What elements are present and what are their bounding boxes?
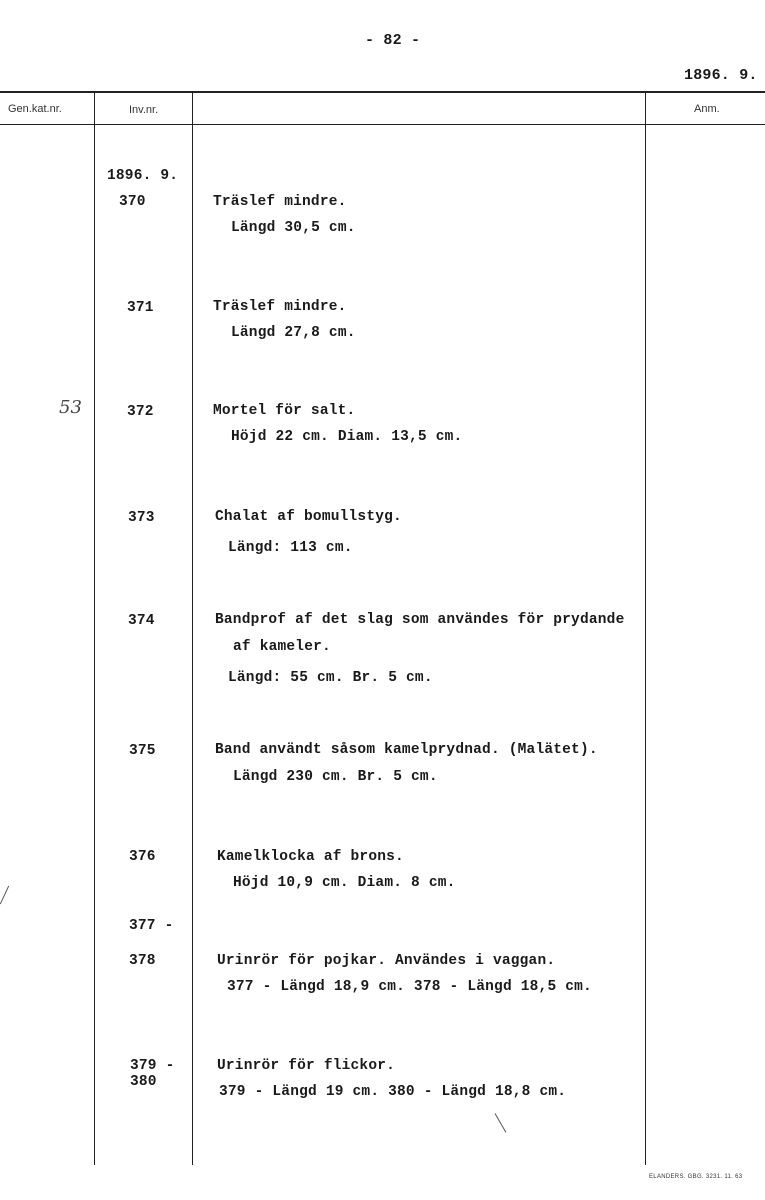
entry-inv-number: 374 [128,613,155,629]
year-reference: 1896. 9. [684,67,758,84]
entry-measurement: 377 - Längd 18,9 cm. 378 - Längd 18,5 cm. [227,979,592,995]
margin-note: 53 [59,397,82,418]
entry-measurement: 379 - Längd 19 cm. 380 - Längd 18,8 cm. [219,1084,567,1100]
entry-inv-number: 373 [128,510,155,526]
pencil-mark [0,886,9,905]
entry-inv-number: 372 [127,404,154,420]
entry-inv-number-second: 380 [130,1074,157,1090]
entry-measurement: Längd 230 cm. Br. 5 cm. [233,769,438,785]
entry-measurement: Höjd 22 cm. Diam. 13,5 cm. [231,429,463,445]
entry-description: Urinrör för pojkar. Användes i vaggan. [217,953,556,969]
entry-description: Träslef mindre. [213,299,347,315]
column-divider-anm [645,93,646,1165]
column-divider-inv-right [192,93,193,1165]
entry-measurement: Längd: 113 cm. [228,540,353,556]
printer-footer: ELANDERS. GBG. 3231. 11. 63 [649,1174,743,1180]
column-header-gen-kat-nr: Gen.kat.nr. [8,103,62,115]
entry-description: Mortel för salt. [213,403,356,419]
section-reference: 1896. 9. [107,168,179,184]
column-divider-inv-left [94,93,95,1165]
column-header-anm: Anm. [694,103,720,115]
column-header-inv-nr: Inv.nr. [129,104,159,116]
entry-measurement: Längd: 55 cm. Br. 5 cm. [228,670,433,686]
entry-inv-number-second: 378 [129,953,156,969]
entry-inv-number: 375 [129,743,156,759]
entry-description: Urinrör för flickor. [217,1058,396,1074]
page-number: - 82 - [365,32,421,49]
entry-inv-number: 370 [119,194,146,210]
pencil-mark [495,1113,507,1133]
entry-description: Bandprof af det slag som användes för prydande [215,612,625,628]
entry-description-continued: af kameler. [233,639,331,655]
entry-measurement: Längd 27,8 cm. [231,325,356,341]
entry-description: Träslef mindre. [213,194,347,210]
entry-inv-number: 377 - [129,918,174,934]
header-top-rule [0,91,765,93]
entry-description: Chalat af bomullstyg. [215,509,402,525]
entry-inv-number: 379 - [130,1058,175,1074]
entry-measurement: Längd 30,5 cm. [231,220,356,236]
entry-description: Kamelklocka af brons. [217,849,404,865]
entry-inv-number: 371 [127,300,154,316]
header-bottom-rule [0,124,765,125]
entry-inv-number: 376 [129,849,156,865]
entry-description: Band användt såsom kamelprydnad. (Malätet). [215,742,598,758]
entry-measurement: Höjd 10,9 cm. Diam. 8 cm. [233,875,456,891]
